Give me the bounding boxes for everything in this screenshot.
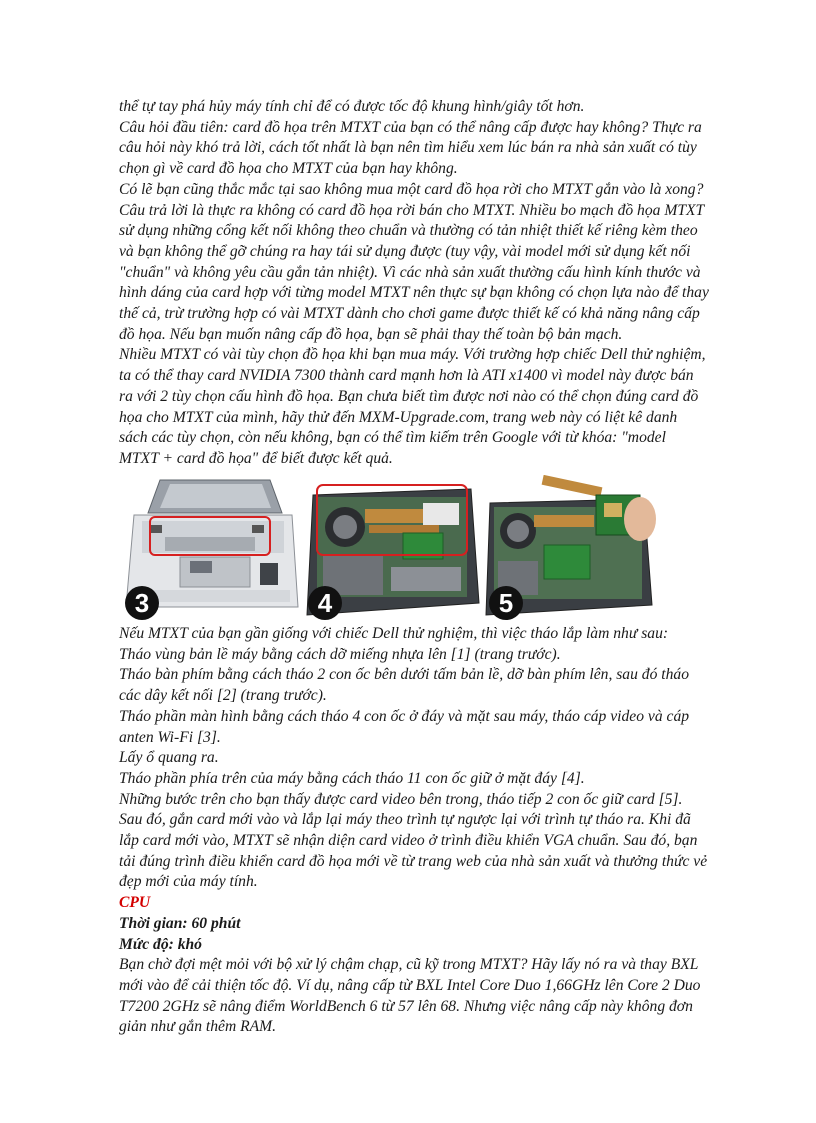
intro-text-block [119,97,709,470]
laptop-photo-step-4 [303,475,481,625]
paragraph: Có lẽ bạn cũng thắc mắc tại sao không mua một card đồ họa rời cho MTXT gắn vào là xong? Câu trả lời là thực ra không có card đồ họa rời bán cho MTXT. Nhiều bo mạch đồ họa MTXT sử dụng những cổng kết nối không theo chuẩn và thường có tản nhiệt thiết kế riêng kèm theo và bạn không thể gỡ chúng ra hay tái sử dụng được (tuy vậy, vài model mới sử dụng kết nối "chuẩn" và không yêu cầu gắn tản nhiệt). Vì các nhà sản xuất thường cấu hình kính thước và hình dáng của card hợp với từng model MTXT nên thực sự bạn không có chọn lựa nào để thay thế cả, trừ trường hợp có vài MTXT dành cho chơi game được thiết kế có khả năng nâng cấp đồ họa. Nếu bạn muốn nâng cấp đồ họa, bạn sẽ phải thay thế toàn bộ bản mạch. [119,180,709,343]
disassembly-photo-row [120,475,660,625]
paragraph: Câu hỏi đầu tiên: card đồ họa trên MTXT của bạn có thể nâng cấp được hay không? Thực ra câu hỏi này khó trả lời, cách tốt nhất là bạn nên tìm hiểu xem lúc bán ra nhà sản xuất có tùy chọn gì về card đồ họa cho MTXT của bạn hay không. [119,118,702,178]
paragraph: Tháo phần màn hình bằng cách tháo 4 con ốc ở đáy và mặt sau máy, tháo cáp video và cáp anten Wi-Fi [3]. [119,707,690,746]
step-number-badge: 4 [317,588,333,618]
steps-text-block [119,624,709,1038]
step-number-badge: 5 [498,588,514,618]
paragraph: Tháo phần phía trên của máy bằng cách tháo 11 con ốc giữ ở mặt đáy [4]. [119,769,585,787]
step-number-badge: 3 [134,588,150,618]
laptop-photo-step-5 [484,475,660,625]
paragraph: Lấy ổ quang ra. [119,749,219,767]
paragraph: Những bước trên cho bạn thấy được card video bên trong, tháo tiếp 2 con ốc giữ card [5]. Sau đó, gắn card mới vào và lắp lại máy theo trình tự ngược lại với trình tự tháo ra. Khi đã lắp card mới vào, MTXT sẽ nhận diện card video ở trình điều khiển VGA chuẩn. Sau đó, bạn tải đúng trình điều khiển card đồ họa mới về từ trang web của nhà sản xuất và thưởng thức vẻ đẹp mới của máy tính. [119,790,708,891]
laptop-photo-step-3 [120,475,300,625]
paragraph: Nhiều MTXT có vài tùy chọn đồ họa khi bạn mua máy. Với trường hợp chiếc Dell thử nghiệm, ta có thể thay card NVIDIA 7300 thành card mạnh hơn là ATI x1400 vì model này được bán ra với 2 tùy chọn cấu hình đồ họa. Bạn chưa biết tìm được nơi nào có thể chọn đúng card đồ họa cho MTXT của mình, hãy thử đến MXM-Upgrade.com, trang web này có liệt kê danh sách các tùy chọn, còn nếu không, bạn có thể tìm kiếm trên Google với từ khóa: "model MTXT + card đồ họa" để biết được kết quả. [119,346,706,467]
paragraph: Bạn chờ đợi mệt mỏi với bộ xử lý chậm chạp, cũ kỹ trong MTXT? Hãy lấy nó ra và thay BXL mới vào để cải thiện tốc độ. Ví dụ, nâng cấp từ BXL Intel Core Duo 1,66GHz lên Core 2 Duo T7200 2GHz sẽ nâng điểm WorldBench 6 từ 57 lên 68. Nhưng việc nâng cấp này không đơn giản như gắn thêm RAM. [119,956,701,1036]
cpu-difficulty: Mức độ: khó [119,935,202,953]
paragraph: Nếu MTXT của bạn gần giống với chiếc Dell thử nghiệm, thì việc tháo lắp làm như sau: [119,625,669,642]
cpu-time: Thời gian: 60 phút [119,914,241,932]
paragraph: Tháo bàn phím bằng cách tháo 2 con ốc bên dưới tấm bản lề, dỡ bàn phím lên, sau đó tháo các dây kết nối [2] (trang trước). [119,666,690,705]
cpu-section-heading: CPU [119,894,151,912]
paragraph: thể tự tay phá hủy máy tính chỉ để có được tốc độ khung hình/giây tốt hơn. [119,98,585,115]
paragraph: Tháo vùng bản lề máy bằng cách dỡ miếng nhựa lên [1] (trang trước). [119,645,561,663]
